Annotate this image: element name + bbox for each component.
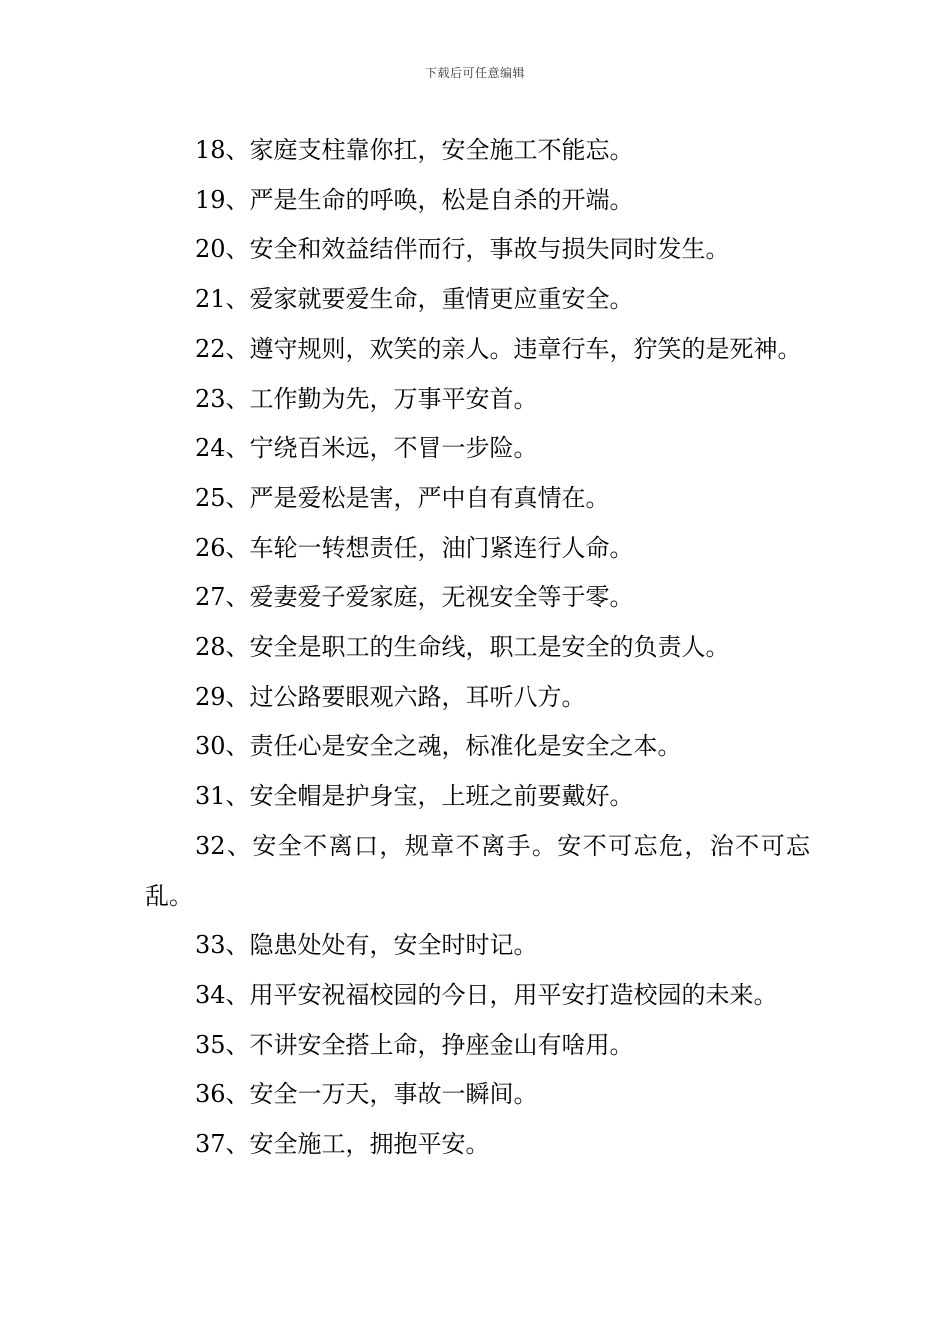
list-item: 34、用平安祝福校园的今日，用平安打造校园的未来。 bbox=[195, 980, 778, 1009]
list-item: 23、工作勤为先，万事平安首。 bbox=[195, 384, 538, 413]
list-item: 25、严是爱松是害，严中自有真情在。 bbox=[195, 483, 610, 512]
list-item: 21、爱家就要爱生命，重情更应重安全。 bbox=[195, 285, 634, 314]
list-item: 18、家庭支柱靠你扛，安全施工不能忘。 bbox=[195, 136, 634, 164]
list-item: 28、安全是职工的生命线，职工是安全的负责人。 bbox=[195, 633, 730, 662]
list-item: 19、严是生命的呼唤，松是自杀的开端。 bbox=[195, 185, 634, 214]
list-item: 22、遵守规则，欢笑的亲人。违章行车，狞笑的是死神。 bbox=[195, 334, 802, 363]
list-item: 26、车轮一转想责任，油门紧连行人命。 bbox=[195, 533, 634, 562]
list-item: 20、安全和效益结伴而行，事故与损失同时发生。 bbox=[195, 235, 730, 264]
list-item: 33、隐患处处有，安全时时记。 bbox=[195, 931, 538, 960]
slogan-list bbox=[145, 126, 810, 1170]
list-item: 36、安全一万天，事故一瞬间。 bbox=[195, 1080, 538, 1109]
list-item: 32、安全不离口，规章不离手。安不可忘危，治不可忘乱。 bbox=[145, 831, 810, 910]
list-item: 27、爱妻爱子爱家庭，无视安全等于零。 bbox=[195, 583, 634, 612]
list-item: 35、不讲安全搭上命，挣座金山有啥用。 bbox=[195, 1030, 634, 1059]
list-item: 31、安全帽是护身宝，上班之前要戴好。 bbox=[195, 782, 634, 811]
list-item: 24、宁绕百米远，不冒一步险。 bbox=[195, 434, 538, 463]
list-item: 30、责任心是安全之魂，标准化是安全之本。 bbox=[195, 732, 682, 761]
list-item: 29、过公路要眼观六路，耳听八方。 bbox=[195, 682, 586, 711]
page-header: 下载后可任意编辑 bbox=[424, 66, 525, 80]
list-item: 37、安全施工，拥抱平安。 bbox=[195, 1130, 490, 1159]
